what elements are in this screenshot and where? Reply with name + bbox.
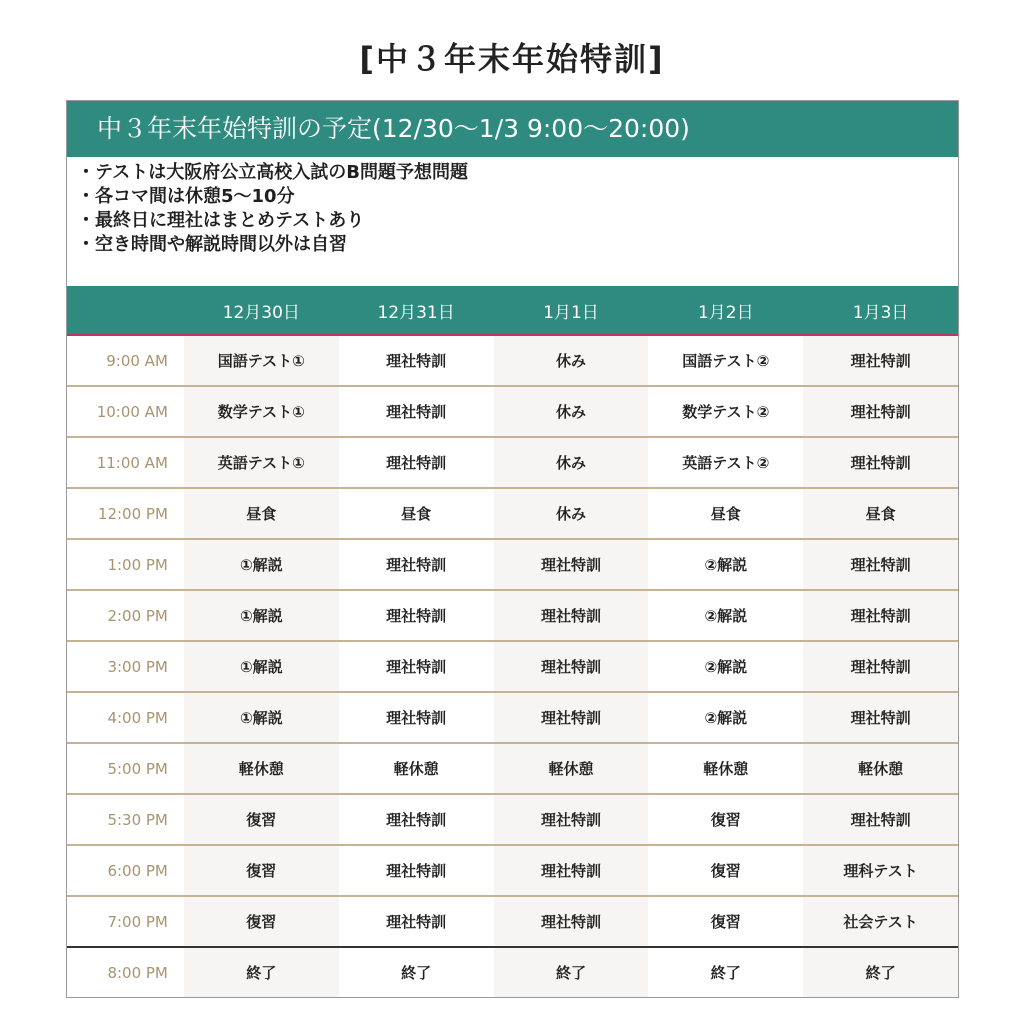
- slot-cell: 理社特訓: [386, 454, 447, 472]
- slot-cell: 休み: [494, 438, 649, 487]
- table-row: [67, 438, 958, 489]
- slot-cell: 理社特訓: [803, 795, 958, 844]
- slot-cell: 理社特訓: [494, 591, 649, 640]
- slot-cell: ②解説: [704, 709, 748, 727]
- table-row: [67, 336, 958, 387]
- time-column-header: [67, 286, 184, 334]
- slot-cell: ①解説: [184, 642, 339, 691]
- slot-cell: 理社特訓: [803, 336, 958, 385]
- slot-cell: 昼食: [184, 489, 339, 538]
- slot-cell: 復習: [710, 913, 741, 931]
- slot-cell: 理社特訓: [494, 846, 649, 895]
- time-cell: 6:00 PM: [107, 861, 168, 880]
- table-row: [67, 948, 958, 997]
- slot-cell: 終了: [710, 964, 741, 982]
- slot-cell: 英語テスト①: [184, 438, 339, 487]
- time-cell: 12:00 PM: [97, 504, 168, 523]
- slot-cell: 理社特訓: [386, 913, 447, 931]
- slot-cell: 復習: [710, 811, 741, 829]
- slot-cell: 復習: [710, 862, 741, 880]
- slot-cell: 理社特訓: [386, 607, 447, 625]
- note-item: ・ 空き時間や解説時間以外は自習: [77, 233, 947, 257]
- time-cell: 4:00 PM: [107, 708, 168, 727]
- day-header-cell: 1月2日: [697, 302, 754, 323]
- slot-cell: 理社特訓: [386, 811, 447, 829]
- table-row: [67, 846, 958, 897]
- slot-cell: ①解説: [184, 693, 339, 742]
- slot-cell: 終了: [401, 964, 432, 982]
- table-row: [67, 591, 958, 642]
- day-header-cell: 1月1日: [543, 302, 599, 323]
- slot-cell: 理社特訓: [803, 693, 958, 742]
- slot-cell: 終了: [803, 948, 958, 997]
- day-header-cell: 12月31日: [377, 302, 455, 323]
- slot-cell: 理社特訓: [494, 540, 649, 589]
- slot-cell: ②解説: [704, 607, 748, 625]
- slot-cell: 軽休憩: [393, 760, 439, 778]
- day-header-row: [67, 286, 958, 336]
- slot-cell: 休み: [494, 336, 649, 385]
- slot-cell: 復習: [184, 846, 339, 895]
- slot-cell: 理社特訓: [386, 862, 447, 880]
- slot-cell: 軽休憩: [494, 744, 649, 793]
- slot-cell: 理社特訓: [386, 556, 447, 574]
- slot-cell: 復習: [184, 897, 339, 946]
- page-title: [中３年末年始特訓]: [359, 40, 665, 78]
- slot-cell: 理社特訓: [803, 591, 958, 640]
- slot-cell: 軽休憩: [803, 744, 958, 793]
- day-header-cell: 1月3日: [852, 302, 909, 323]
- slot-cell: 国語テスト②: [682, 352, 770, 370]
- time-cell: 7:00 PM: [107, 912, 168, 931]
- slot-cell: 英語テスト②: [682, 454, 770, 472]
- note-item: ・ 最終日に理社はまとめテストあり: [77, 209, 947, 233]
- slot-cell: 理科テスト: [803, 846, 958, 895]
- slot-cell: 理社特訓: [386, 658, 447, 676]
- table-row: [67, 642, 958, 693]
- slot-cell: 数学テスト①: [184, 387, 339, 436]
- table-row: [67, 795, 958, 846]
- note-item: ・ テストは大阪府公立高校入試のB問題予想問題: [77, 161, 947, 185]
- table-row: [67, 540, 958, 591]
- slot-cell: 終了: [184, 948, 339, 997]
- slot-cell: ①解説: [184, 540, 339, 589]
- slot-cell: 理社特訓: [386, 403, 447, 421]
- slot-cell: 軽休憩: [184, 744, 339, 793]
- time-cell: 5:00 PM: [107, 759, 168, 778]
- slot-cell: 昼食: [401, 505, 432, 523]
- day-header-cell: 12月30日: [222, 302, 300, 323]
- slot-cell: 休み: [494, 489, 649, 538]
- table-row: [67, 744, 958, 795]
- slot-cell: ②解説: [704, 658, 748, 676]
- slot-cell: 復習: [184, 795, 339, 844]
- slot-cell: 軽休憩: [703, 760, 749, 778]
- time-cell: 3:00 PM: [107, 657, 168, 676]
- table-row: [67, 693, 958, 744]
- notes-list: [77, 161, 947, 257]
- slot-cell: 理社特訓: [386, 709, 447, 727]
- slot-cell: 国語テスト①: [184, 336, 339, 385]
- slot-cell: 理社特訓: [803, 438, 958, 487]
- slot-cell: ①解説: [184, 591, 339, 640]
- time-cell: 11:00 AM: [96, 453, 168, 472]
- time-cell: 2:00 PM: [107, 606, 168, 625]
- slot-cell: 昼食: [710, 505, 741, 523]
- slot-cell: 昼食: [803, 489, 958, 538]
- time-cell: 9:00 AM: [106, 351, 168, 370]
- schedule-card: [66, 100, 959, 998]
- slot-cell: 理社特訓: [494, 642, 649, 691]
- table-row: [67, 387, 958, 438]
- schedule-table: [67, 286, 958, 997]
- slot-cell: 理社特訓: [386, 352, 447, 370]
- table-row: [67, 489, 958, 540]
- note-item: ・ 各コマ間は休憩5～10分: [77, 185, 947, 209]
- time-cell: 5:30 PM: [107, 810, 168, 829]
- slot-cell: 理社特訓: [803, 540, 958, 589]
- slot-cell: 理社特訓: [803, 387, 958, 436]
- table-row: [67, 897, 958, 948]
- slot-cell: 理社特訓: [494, 897, 649, 946]
- slot-cell: 理社特訓: [494, 693, 649, 742]
- time-cell: 8:00 PM: [107, 963, 168, 982]
- slot-cell: ②解説: [704, 556, 748, 574]
- slot-cell: 社会テスト: [803, 897, 958, 946]
- slot-cell: 理社特訓: [803, 642, 958, 691]
- slot-cell: 終了: [494, 948, 649, 997]
- time-cell: 1:00 PM: [107, 555, 168, 574]
- slot-cell: 理社特訓: [494, 795, 649, 844]
- slot-cell: 休み: [494, 387, 649, 436]
- schedule-header-title: 中３年末年始特訓の予定(12/30～1/3 9:00～20:00): [67, 101, 958, 157]
- slot-cell: 数学テスト②: [682, 403, 770, 421]
- time-cell: 10:00 AM: [96, 402, 168, 421]
